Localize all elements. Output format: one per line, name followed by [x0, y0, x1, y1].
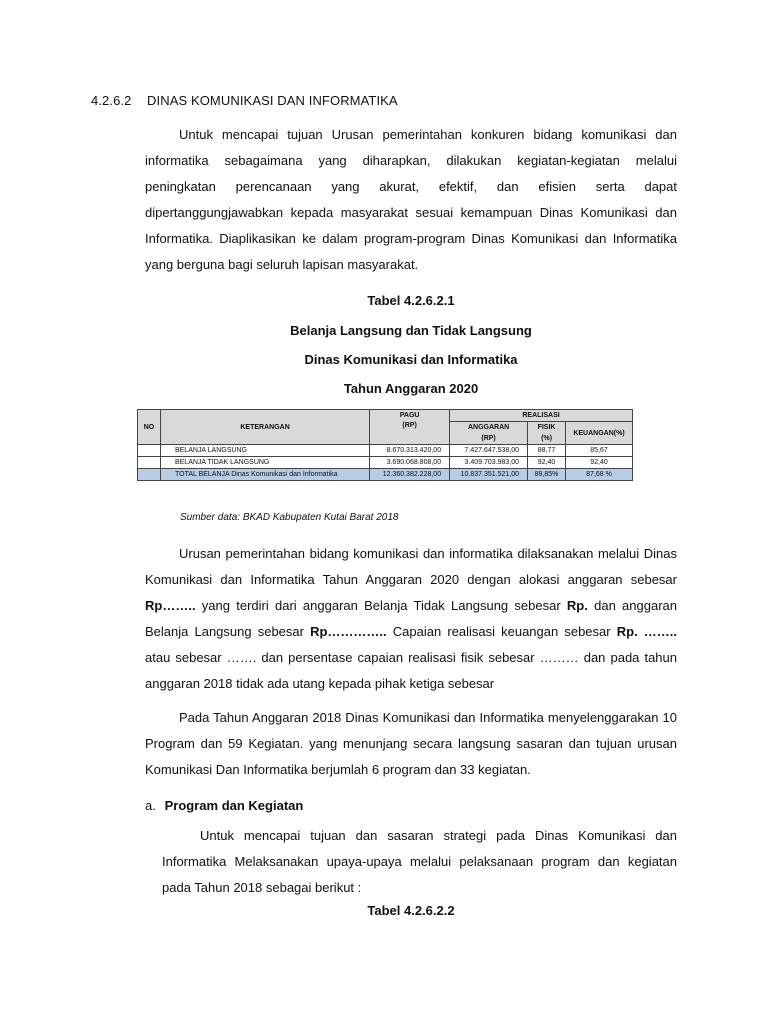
- paragraph-3: Pada Tahun Anggaran 2018 Dinas Komunikasi dan Informatika menyelenggarakan 10 Program dan 59 Kegiatan. yang menunjang secara langsung sasaran dan tujuan urusan Komunikasi Dan Informatika berjumlah 6 program dan 33 kegiatan.: [145, 710, 677, 777]
- total-pagu: 12.360.382.228,00: [370, 469, 450, 481]
- paragraph-4: Untuk mencapai tujuan dan sasaran strategi pada Dinas Komunikasi dan Informatika Melaksanakan upaya-upaya melalui pelaksanaan program dan kegiatan pada Tahun 2018 sebagai berikut :: [162, 828, 677, 895]
- subsection-heading: [145, 798, 303, 813]
- header-anggaran: ANGGARAN: [450, 422, 528, 434]
- table-source-note: Sumber data: BKAD Kabupaten Kutai Barat 2018: [180, 512, 399, 523]
- p2-text-3: dan anggaran Belanja Langsung sebesar: [145, 598, 678, 639]
- header-anggaran-unit: (RP): [450, 433, 528, 445]
- p2-text-4: Capaian realisasi keuangan sebesar: [386, 624, 617, 639]
- header-pagu: PAGU: [370, 410, 450, 422]
- total-anggaran: 10.837.351.521,00: [450, 469, 528, 481]
- p2-amount-2: Rp.: [566, 598, 588, 613]
- table1-caption-line3: Tahun Anggaran 2020: [343, 381, 479, 396]
- total-fisik: 89,85%: [528, 469, 566, 481]
- header-no: NO: [138, 410, 161, 445]
- row-pagu: 8.670.313.420,00: [370, 445, 450, 457]
- p2-text-1: Urusan pemerintahan bidang komunikasi dan informatika dilaksanakan melalui Dinas Komunikasi dan Informatika Tahun Anggaran 2020 dengan alokasi anggaran sebesar: [145, 546, 677, 587]
- intro-paragraph: Untuk mencapai tujuan Urusan pemerintahan konkuren bidang komunikasi dan informatika sebagaimana yang diharapkan, dilakukan kegiatan-kegiatan melalui peningkatan perencanaan yang akurat, efektif, dan efisien serta dapat dipertanggungjawabkan kepada masyarakat sesuai kemampuan Dinas Komunikasi dan Informatika. Diaplikasikan ke dalam program-program Dinas Komunikasi dan Informatika yang berguna bagi seluruh lapisan masyarakat.: [145, 127, 677, 272]
- header-pagu-unit: (RP): [370, 422, 450, 445]
- row-keuangan: 92,40: [566, 457, 633, 469]
- header-keuangan: KEUANGAN(%): [566, 422, 633, 445]
- p2-text-5: atau sebesar ……. dan persentase capaian realisasi fisik sebesar ……… dan pada tahun anggaran 2018 tidak ada utang kepada pihak ketiga sebesar: [145, 650, 677, 691]
- row-fisik: 88,77: [528, 445, 566, 457]
- p2-amount-3: Rp…………..: [310, 624, 387, 639]
- table-total-row: [138, 469, 633, 481]
- subsection-title: Program dan Kegiatan: [164, 798, 304, 813]
- table1-caption-number: Tabel 4.2.6.2.1: [367, 293, 455, 308]
- p2-text-2: yang terdiri dari anggaran Belanja Tidak Langsung sebesar: [195, 598, 567, 613]
- row-keterangan: BELANJA LANGSUNG: [160, 445, 369, 457]
- header-fisik-unit: (%): [528, 433, 566, 445]
- section-title: DINAS KOMUNIKASI DAN INFORMATIKA: [147, 93, 398, 108]
- row-no: [138, 457, 161, 469]
- table-row: [138, 457, 633, 469]
- table1-caption-line2: Dinas Komunikasi dan Informatika: [304, 352, 518, 367]
- row-keuangan: 85,67: [566, 445, 633, 457]
- p2-amount-1: Rp……..: [145, 598, 196, 613]
- row-anggaran: 3.409.703.983,00: [450, 457, 528, 469]
- section-number: 4.2.6.2: [91, 93, 132, 108]
- p2-amount-4: Rp. ……..: [616, 624, 678, 639]
- row-keterangan: BELANJA TIDAK LANGSUNG: [160, 457, 369, 469]
- budget-table: [137, 409, 633, 481]
- total-keterangan: TOTAL BELANJA Dinas Komunikasi dan Informatika: [160, 469, 369, 481]
- row-no: [138, 445, 161, 457]
- paragraph-2: [145, 541, 677, 697]
- row-fisik: 92,40: [528, 457, 566, 469]
- table2-caption-number: Tabel 4.2.6.2.2: [367, 903, 455, 918]
- total-no: [138, 469, 161, 481]
- header-keterangan: KETERANGAN: [160, 410, 369, 445]
- table-row: [138, 445, 633, 457]
- row-pagu: 3.690.068.808,00: [370, 457, 450, 469]
- header-realisasi: REALISASI: [450, 410, 633, 422]
- subsection-label: a.: [145, 798, 156, 813]
- section-heading: [91, 93, 398, 108]
- total-keuangan: 87,68 %: [566, 469, 633, 481]
- table1-caption-line1: Belanja Langsung dan Tidak Langsung: [290, 323, 532, 338]
- row-anggaran: 7.427.647.538,00: [450, 445, 528, 457]
- header-fisik: FISIK: [528, 422, 566, 434]
